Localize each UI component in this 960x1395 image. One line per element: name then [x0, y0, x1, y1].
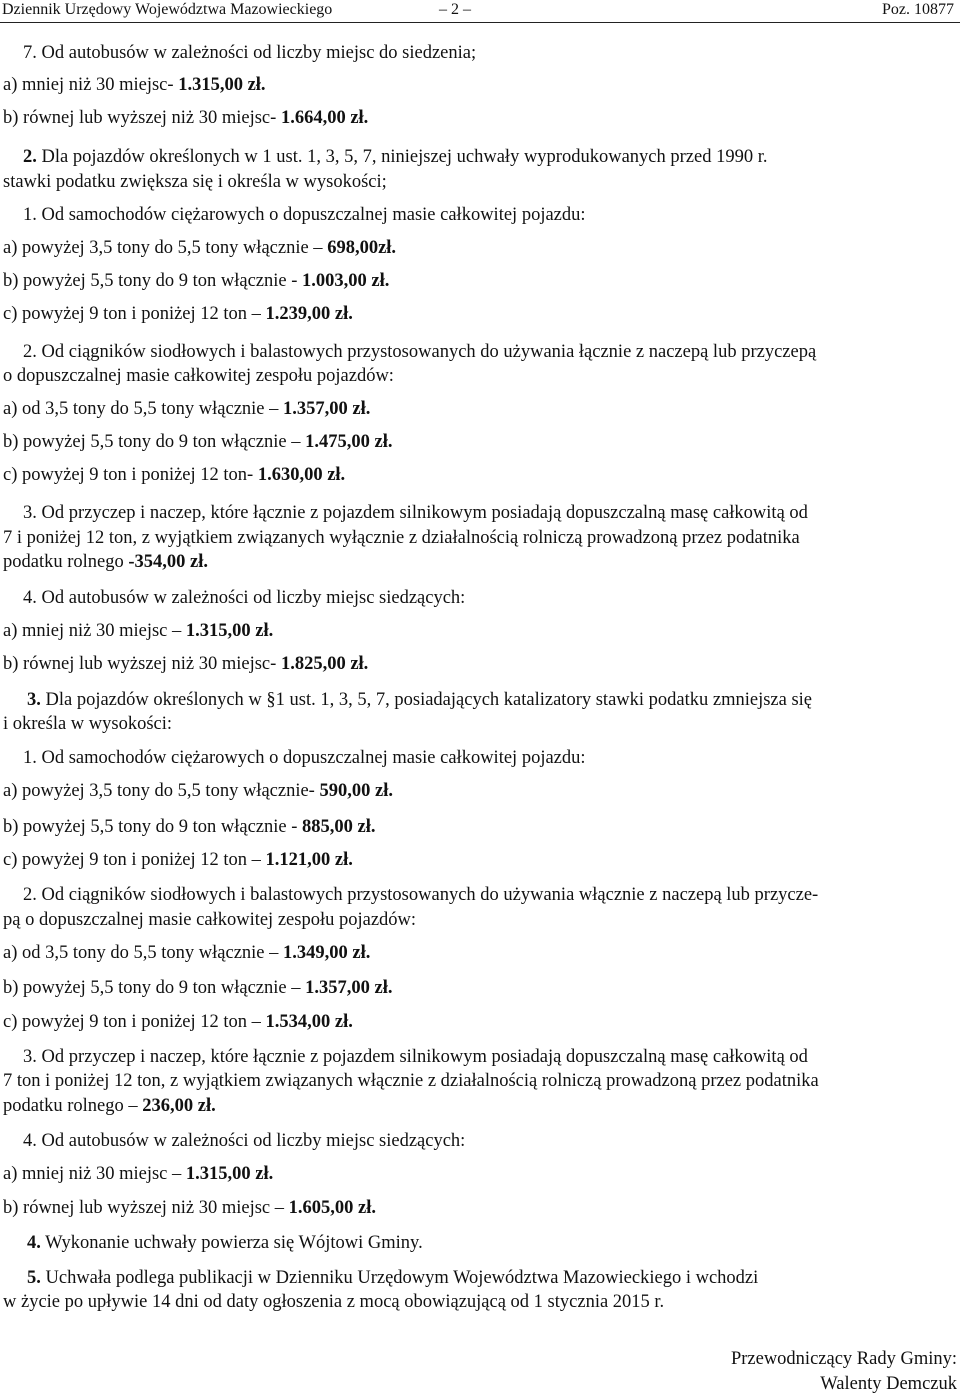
section-number: 3.: [27, 690, 41, 710]
signature-name: Walenty Demczuk: [820, 1374, 957, 1394]
section-number: 2.: [23, 147, 37, 167]
section-number: 4.: [27, 1233, 41, 1253]
rate-line: c) powyżej 9 ton i poniżej 12 ton – 1.534,00 zł.: [3, 1012, 353, 1032]
section-4: 4. Wykonanie uchwały powierza się Wójtowi Gminy.: [27, 1233, 423, 1253]
rate-value: 1.475,00 zł.: [305, 432, 393, 452]
rate-line: a) od 3,5 tony do 5,5 tony włącznie – 1.349,00 zł.: [3, 943, 371, 963]
rate-line: b) równej lub wyższej niż 30 miejsc – 1.605,00 zł.: [3, 1198, 377, 1218]
section-5-cont: w życie po upływie 14 dni od daty ogłoszenia z mocą obowiązującą od 1 stycznia 2015 r.: [3, 1292, 665, 1312]
rate-line: b) powyżej 5,5 tony do 9 ton włącznie – 1.357,00 zł.: [3, 978, 393, 998]
item-heading-cont: pą o dopuszczalnej masie całkowitej zespołu pojazdów:: [3, 910, 417, 930]
item-heading: 4. Od autobusów w zależności od liczby miejsc siedzących:: [23, 1131, 466, 1151]
rate-line: a) od 3,5 tony do 5,5 tony włącznie – 1.357,00 zł.: [3, 399, 371, 419]
page-number: – 2 –: [439, 1, 471, 18]
rate-line: a) powyżej 3,5 tony do 5,5 tony włącznie – 698,00zł.: [3, 238, 397, 258]
rate-value: 590,00 zł.: [319, 781, 393, 801]
rate-value: 1.664,00 zł.: [280, 108, 369, 128]
item-heading: 2. Od ciągników siodłowych i balastowych przystosowanych do używania włącznie z naczepą lub przycze-: [23, 885, 819, 905]
rate-line: b) powyżej 5,5 tony do 9 ton włącznie - 885,00 zł.: [3, 817, 376, 837]
item-heading-cont: 7 ton i poniżej 12 ton, z wyjątkiem związanych włącznie z działalnością rolniczą prowadzoną przez podatnika: [3, 1071, 819, 1091]
rate-value: 698,00zł.: [327, 238, 397, 258]
item-heading: 3. Od przyczep i naczep, które łącznie z pojazdem silnikowym posiadają dopuszczalną masę całkowitą od: [23, 503, 808, 523]
section-number: 5.: [27, 1268, 41, 1288]
item-heading: 1. Od samochodów ciężarowych o dopuszczalnej masie całkowitej pojazdu:: [23, 748, 586, 768]
section-2-intro: 2. Dla pojazdów określonych w 1 ust. 1, 3, 5, 7, niniejszej uchwały wyprodukowanych przed 1990 r.: [23, 147, 768, 167]
rate-value: 1.239,00 zł.: [265, 304, 353, 324]
rate-value: 1.605,00 zł.: [288, 1198, 377, 1218]
rate-line: c) powyżej 9 ton i poniżej 12 ton – 1.121,00 zł.: [3, 850, 353, 870]
rate-value: 1.357,00 zł.: [283, 399, 371, 419]
rate-value: 1.315,00 zł.: [185, 1164, 274, 1184]
rate-line: a) mniej niż 30 miejsc – 1.315,00 zł.: [3, 621, 274, 641]
rate-value: 885,00 zł.: [302, 817, 376, 837]
rate-line: b) powyżej 5,5 tony do 9 ton włącznie – 1.475,00 zł.: [3, 432, 393, 452]
page-header: [0, 0, 960, 22]
signature-title: Przewodniczący Rady Gminy:: [730, 1349, 957, 1369]
rate-value: 1.825,00 zł.: [280, 654, 369, 674]
rate-value: -354,00 zł.: [128, 552, 209, 572]
section-5: 5. Uchwała podlega publikacji w Dzienniku Urzędowym Województwa Mazowieckiego i wchodzi: [27, 1268, 759, 1288]
rate-value: 1.003,00 zł.: [302, 271, 390, 291]
rate-line: a) mniej niż 30 miejsc- 1.315,00 zł.: [3, 75, 266, 95]
item-heading: 1. Od samochodów ciężarowych o dopuszczalnej masie całkowitej pojazdu:: [23, 205, 586, 225]
item-heading-cont: 7 i poniżej 12 ton, z wyjątkiem związanych wyłącznie z działalnością rolniczą prowadzoną przez podatnika: [3, 528, 800, 548]
header-divider: [0, 22, 960, 23]
rate-line: podatku rolnego – 236,00 zł.: [3, 1096, 216, 1116]
rate-line: c) powyżej 9 ton i poniżej 12 ton – 1.239,00 zł.: [3, 304, 353, 324]
rate-line: a) mniej niż 30 miejsc – 1.315,00 zł.: [3, 1164, 274, 1184]
journal-title: Dziennik Urzędowy Województwa Mazowieckiego: [2, 1, 333, 18]
rate-line: b) powyżej 5,5 tony do 9 ton włącznie - 1.003,00 zł.: [3, 271, 390, 291]
rate-value: 1.349,00 zł.: [283, 943, 371, 963]
item-heading-cont: o dopuszczalnej masie całkowitej zespołu pojazdów:: [3, 366, 394, 386]
item-heading: 2. Od ciągników siodłowych i balastowych przystosowanych do używania łącznie z naczepą lub przyczepą: [23, 342, 817, 362]
section-3-intro: 3. Dla pojazdów określonych w §1 ust. 1, 3, 5, 7, posiadających katalizatory stawki podatku zmniejsza się: [27, 690, 813, 710]
rate-value: 1.315,00 zł.: [178, 75, 266, 95]
rate-value: 1.630,00 zł.: [257, 465, 346, 485]
item-buses-seats: 7. Od autobusów w zależności od liczby miejsc do siedzenia;: [23, 43, 477, 63]
rate-value: 1.534,00 zł.: [265, 1012, 353, 1032]
position-number: Poz. 10877: [882, 1, 954, 18]
section-2-intro-cont: stawki podatku zwiększa się i określa w wysokości;: [3, 172, 387, 192]
rate-line: a) powyżej 3,5 tony do 5,5 tony włącznie- 590,00 zł.: [3, 781, 393, 801]
rate-line: b) równej lub wyższej niż 30 miejsc- 1.664,00 zł.: [3, 108, 369, 128]
rate-value: 236,00 zł.: [142, 1096, 216, 1116]
rate-value: 1.121,00 zł.: [265, 850, 353, 870]
rate-line: podatku rolnego -354,00 zł.: [3, 552, 209, 572]
rate-line: c) powyżej 9 ton i poniżej 12 ton- 1.630,00 zł.: [3, 465, 346, 485]
rate-line: b) równej lub wyższej niż 30 miejsc- 1.825,00 zł.: [3, 654, 369, 674]
rate-value: 1.357,00 zł.: [305, 978, 393, 998]
item-heading: 4. Od autobusów w zależności od liczby miejsc siedzących:: [23, 588, 466, 608]
section-3-intro-cont: i określa w wysokości:: [3, 714, 173, 734]
item-heading: 3. Od przyczep i naczep, które łącznie z pojazdem silnikowym posiadają dopuszczalną masę całkowitą od: [23, 1047, 808, 1067]
rate-value: 1.315,00 zł.: [185, 621, 274, 641]
